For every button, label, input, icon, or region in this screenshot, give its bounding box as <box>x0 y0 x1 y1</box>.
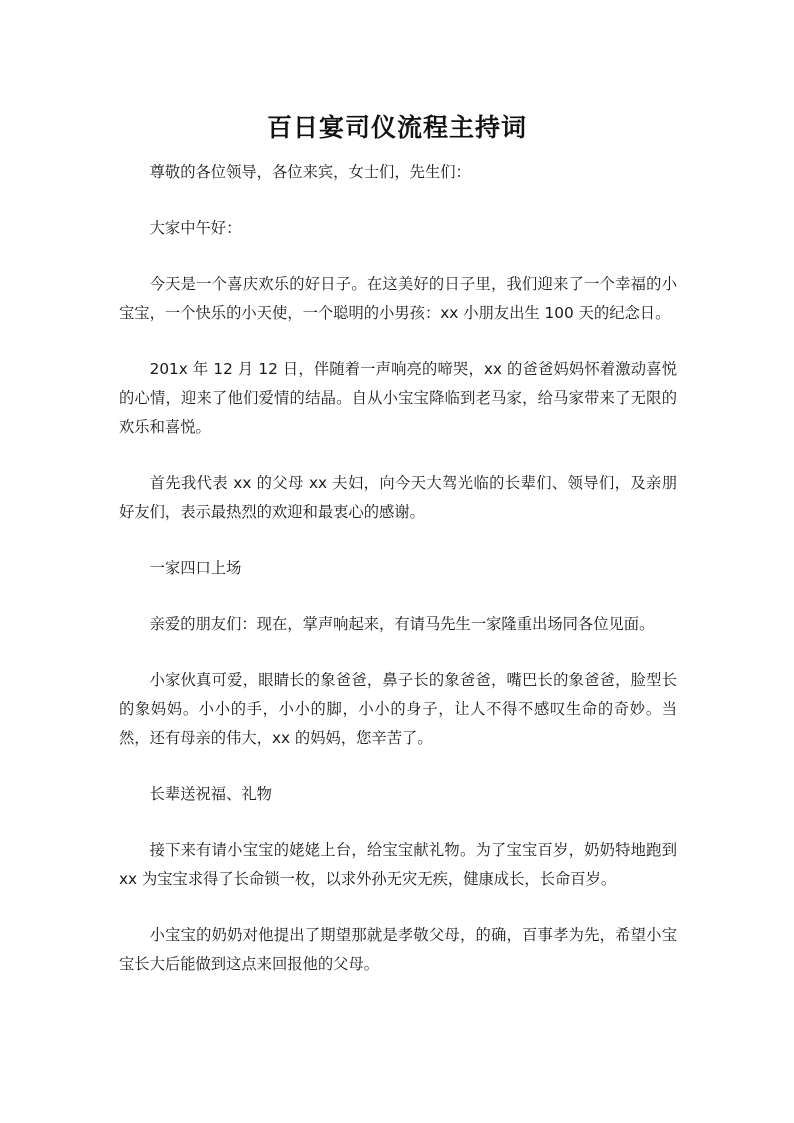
paragraph: 201x 年 12 月 12 日，伴随着一声响亮的啼哭，xx 的爸爸妈妈怀着激动喜悦的心情，迎来了他们爱情的结晶。自从小宝宝降临到老马家，给马家带来了无限的欢乐和喜悦。 <box>119 360 677 436</box>
document-title: 百日宴司仪流程主持词 <box>266 113 527 142</box>
paragraph: 小宝宝的奶奶对他提出了期望那就是孝敬父母，的确，百事孝为先，希望小宝宝长大后能做到这点来回报他的父母。 <box>119 926 677 973</box>
paragraph: 今天是一个喜庆欢乐的好日子。在这美好的日子里，我们迎来了一个幸福的小宝宝，一个快乐的小天使，一个聪明的小男孩：xx 小朋友出生 100 天的纪念日。 <box>119 275 677 322</box>
paragraph: 接下来有请小宝宝的姥姥上台，给宝宝献礼物。为了宝宝百岁，奶奶特地跑到 xx 为宝宝求得了长命锁一枚，以求外孙无灾无疾，健康成长，长命百岁。 <box>119 841 677 888</box>
section-heading: 长辈送祝福、礼物 <box>149 785 272 803</box>
paragraph: 小家伙真可爱，眼睛长的象爸爸，鼻子长的象爸爸，嘴巴长的象爸爸，脸型长的象妈妈。小小的手，小小的脚，小小的身子，让人不得不感叹生命的奇妙。当然，还有母亲的伟大，xx 的妈妈，您辛苦了。 <box>119 671 677 747</box>
paragraph: 首先我代表 xx 的父母 xx 夫妇，向今天大驾光临的长辈们、领导们，及亲朋好友们，表示最热烈的欢迎和最衷心的感谢。 <box>119 474 677 521</box>
document-body <box>119 158 677 1006</box>
paragraph-good-noon: 大家中午好： <box>149 219 242 237</box>
paragraph: 亲爱的朋友们：现在，掌声响起来，有请马先生一家隆重出场同各位见面。 <box>149 615 655 633</box>
section-heading: 一家四口上场 <box>149 559 242 577</box>
paragraph-greeting: 尊敬的各位领导，各位来宾，女士们，先生们： <box>149 163 471 181</box>
